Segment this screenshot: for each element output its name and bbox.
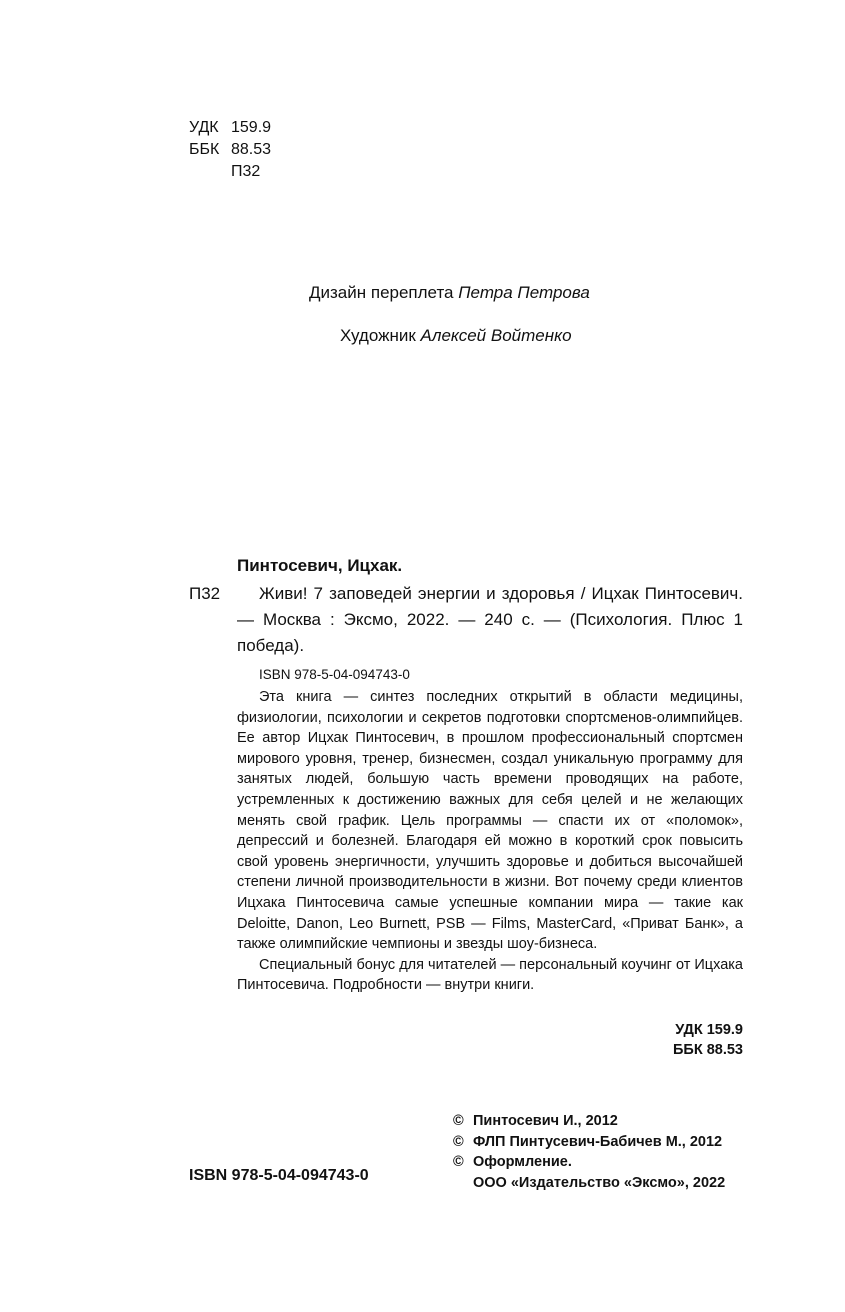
author-mark-top: П32 xyxy=(231,163,261,180)
udk-code xyxy=(189,117,271,139)
isbn-bottom: ISBN 978-5-04-094743-0 xyxy=(189,1167,369,1184)
artist-prefix: Художник xyxy=(340,326,416,345)
annotation-paragraph: Эта книга — синтез последних открытий в области медицины, физиологии, психологии и секретов подготовки спортсменов-олимпийцев. Ее автор Ицхак Пинтосевич, в прошлом профессиональный спортсмен мирового уровня, тренер, бизнесмен, создал уникальную программу для занятых людей, большую часть времени проводящих на работе, устремленных к достижению важных для себя целей и не желающих менять свой график. Цель программы — спасти их от «поломок», депрессий и болезней. Благодаря ей можно в короткий срок повысить свой уровень энергичности, улучшить здоровье и добиться высочайшей степени личной производительности в жизни. Вот почему среди клиентов Ицхака Пинтосевича самые успешные компании мира — такие как Deloitte, Danon, Leo Burnett, PSB — Films, MasterCard, «Приват Банк», а также олимпийские чемпионы и звезды шоу-бизнеса. xyxy=(237,689,743,953)
copyright-block xyxy=(453,1111,725,1193)
copyright-line xyxy=(453,1132,725,1153)
catalog-author: Пинтосевич, Ицхак. xyxy=(237,556,403,575)
copyright-icon: © xyxy=(453,1133,464,1150)
udk-value: 159.9 xyxy=(231,119,272,136)
bbk-value: 88.53 xyxy=(231,141,272,158)
copyright-text: Пинтосевич И., 2012 xyxy=(473,1113,618,1129)
copyright-text: ООО «Издательство «Эксмо», 2022 xyxy=(473,1174,726,1191)
annotation-paragraph: Специальный бонус для читателей — персональный коучинг от Ицхака Пинтосевича. Подробности — внутри книги. xyxy=(237,956,743,994)
catalog-isbn: ISBN 978-5-04-094743-0 xyxy=(259,667,410,682)
artist-credit xyxy=(340,326,572,346)
bottom-classification xyxy=(560,1020,743,1060)
cover-design-credit xyxy=(309,283,590,303)
catalog-author-mark: П32 xyxy=(189,584,221,603)
cover-designer-name: Петра Петрова xyxy=(458,283,590,302)
bottom-udk: УДК 159.9 xyxy=(675,1022,743,1038)
udk-label: УДК xyxy=(189,119,219,136)
bbk-code xyxy=(189,139,271,161)
bottom-bbk: ББК 88.53 xyxy=(672,1042,743,1058)
copyright-text: Оформление. xyxy=(473,1154,572,1170)
copyright-line xyxy=(453,1152,725,1173)
copyright-icon: © xyxy=(453,1113,464,1129)
copyright-line xyxy=(453,1173,725,1194)
bbk-label: ББК xyxy=(189,141,220,158)
copyright-icon: © xyxy=(453,1154,464,1170)
cover-design-prefix: Дизайн переплета xyxy=(309,283,454,302)
artist-name: Алексей Войтенко xyxy=(420,326,572,345)
annotation xyxy=(237,687,743,996)
copyright-text: ФЛП Пинтусевич-Бабичев М., 2012 xyxy=(473,1133,723,1150)
copyright-line xyxy=(453,1111,725,1132)
catalog-title-description: Живи! 7 заповедей энергии и здоровья / Ицхак Пинтосевич. — Москва : Эксмо, 2022. — 240 с. — (Психология. Плюс 1 победа). xyxy=(237,584,743,655)
